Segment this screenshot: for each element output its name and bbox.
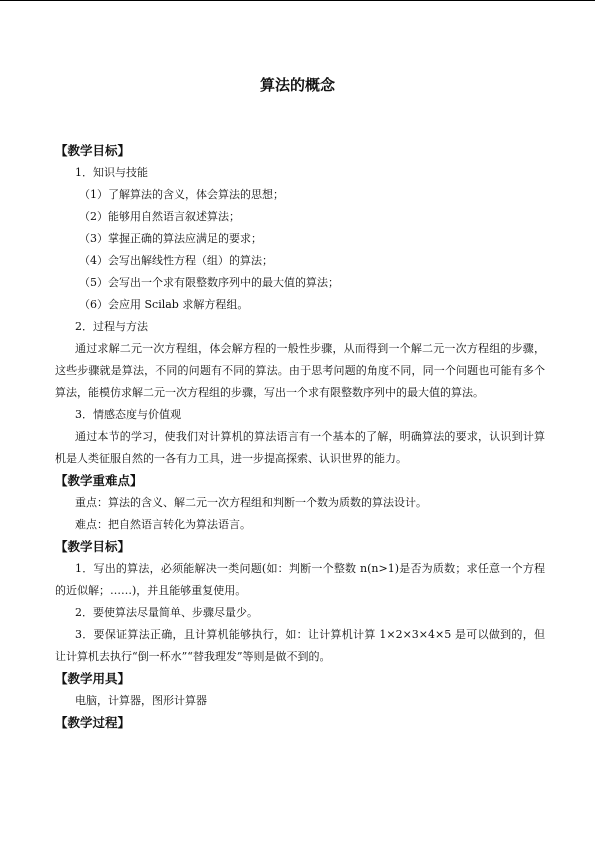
document-body [55,140,545,734]
section-heading-teaching-process: 【教学过程】 [55,715,131,730]
knowledge-item: （3）掌握正确的算法应满足的要求； [79,232,262,245]
teaching-tools-text: 电脑，计算器，图形计算器 [75,694,207,707]
goal-item: 2．要使算法尽量简单、步骤尽量少。 [75,606,258,619]
section-heading-key-points: 【教学重难点】 [55,473,143,488]
knowledge-item: （6）会应用 Scilab 求解方程组。 [79,298,249,311]
knowledge-item: （5）会写出一个求有限整数序列中的最大值的算法； [79,276,339,289]
key-point-difficulty: 难点：把自然语言转化为算法语言。 [75,518,251,531]
goal-item: 1．写出的算法，必须能解决一类问题(如：判断一个整数 n(n>1)是否为质数；求任意一个方程的近似解；……)，并且能够重复使用。 [55,562,545,597]
emotion-values-title: 3．情感态度与价值观 [75,408,181,421]
knowledge-item: （1）了解算法的含义，体会算法的思想； [79,188,284,201]
section-heading-teaching-tools: 【教学用具】 [55,671,131,686]
knowledge-skills-title: 1．知识与技能 [75,166,148,179]
page-title: 算法的概念 [259,76,335,94]
goal-item: 3．要保证算法正确，且计算机能够执行，如：让计算机计算 1×2×3×4×5 是可以做到的，但让计算机去执行“倒一杯水”“替我理发”等则是做不到的。 [55,628,545,663]
top-border-line [0,0,595,1]
knowledge-item: （2）能够用自然语言叙述算法； [79,210,240,223]
section-heading-teaching-goals-2: 【教学目标】 [55,539,131,554]
process-methods-paragraph: 通过求解二元一次方程组，体会解方程的一般性步骤，从而得到一个解二元一次方程组的步骤，这些步骤就是算法，不同的问题有不同的算法。由于思考问题的角度不同，同一个问题也可能有多个算法，能模仿求解二元一次方程组的步骤，写出一个求有限整数序列中的最大值的算法。 [55,342,545,399]
process-methods-title: 2．过程与方法 [75,320,148,333]
key-point-focus: 重点：算法的含义、解二元一次方程组和判断一个数为质数的算法设计。 [75,496,427,509]
knowledge-item: （4）会写出解线性方程（组）的算法； [79,254,273,267]
section-heading-teaching-goals: 【教学目标】 [55,143,131,158]
emotion-values-paragraph: 通过本节的学习，使我们对计算机的算法语言有一个基本的了解，明确算法的要求，认识到计算机是人类征服自然的一各有力工具，进一步提高探索、认识世界的能力。 [55,430,545,465]
